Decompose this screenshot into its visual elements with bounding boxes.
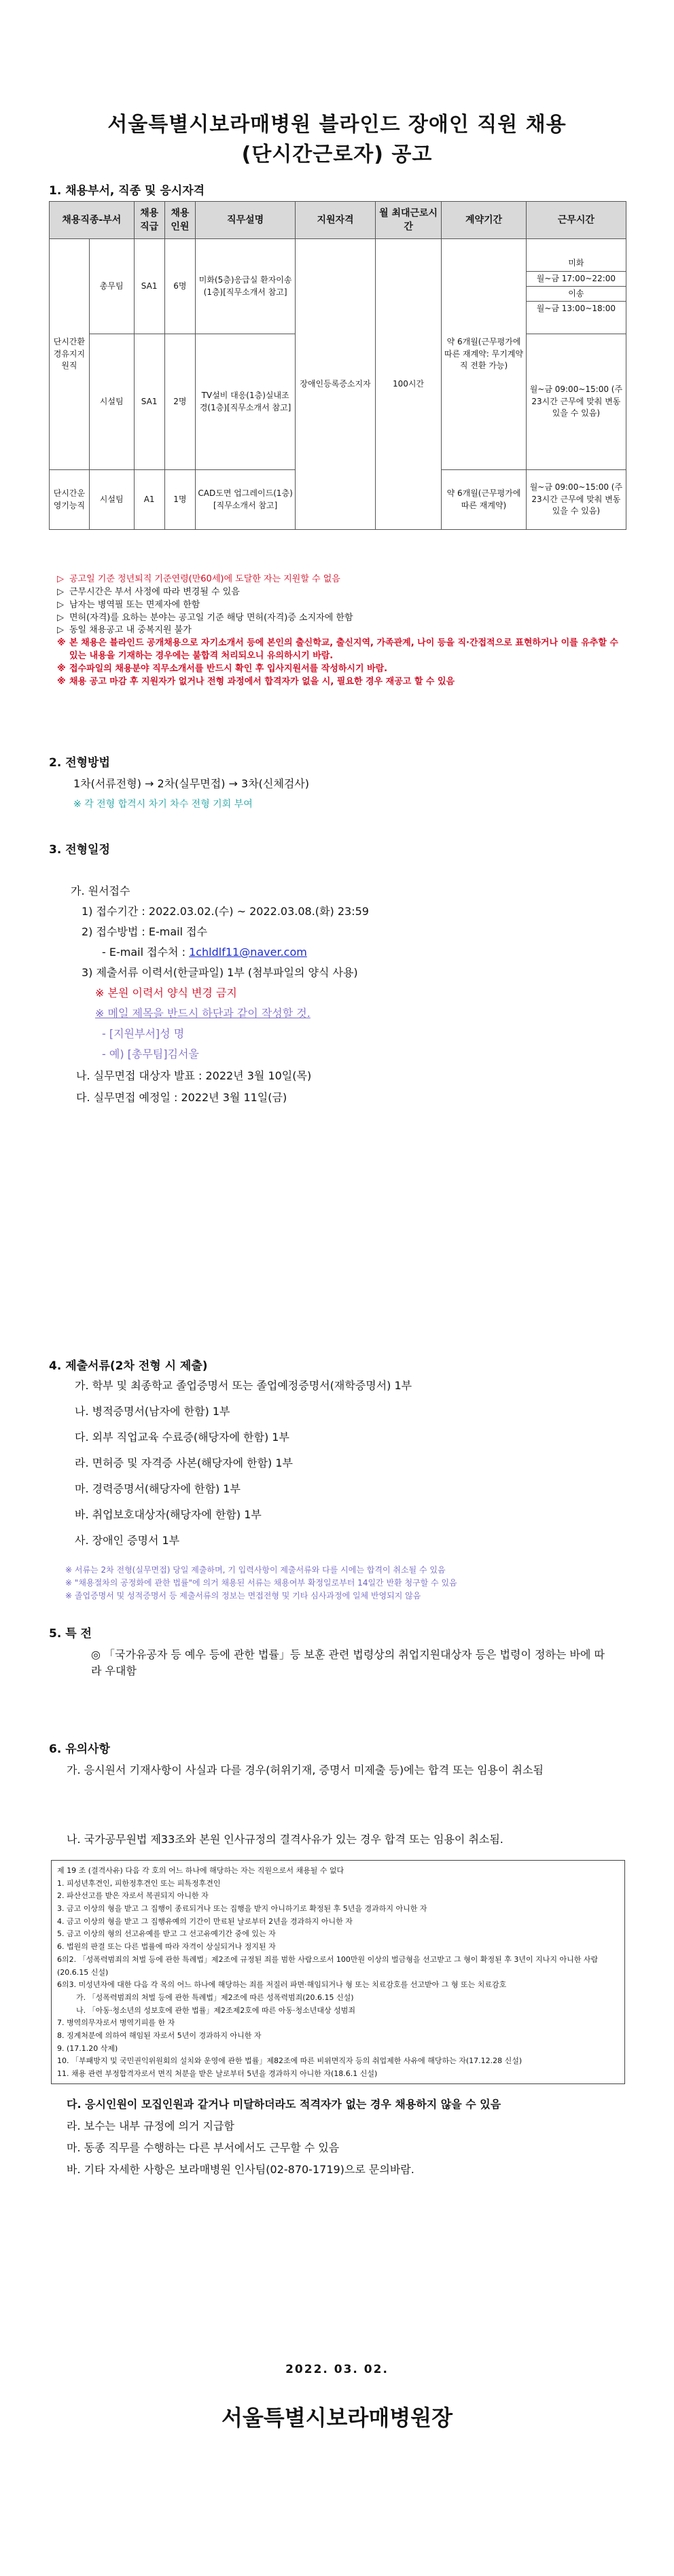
doc-item: 나. 병적증명서(남자에 한함) 1부 [75,1405,230,1418]
dept-cell: 총무팀 [89,239,134,334]
email-label: - E-mail 접수처 : [102,946,185,959]
caution-da: 다. 응시인원이 모집인원과 같거나 미달하더라도 적격자가 없는 경우 채용하지 않을 수 있음 [67,2098,501,2111]
col-header: 월 최대근로시간 [375,202,441,239]
law-line: 6의2. 「성폭력범죄의 처벌 등에 관한 특례법」제2조에 규정된 죄를 범한 사람으로서 100만원 이상의 벌금형을 선고받고 그 형이 확정된 후 3년이 지나지 아니한 사람(20.6.15 신설) [57,1954,599,1977]
law-line: 가. 「성폭력범죄의 처벌 등에 관한 특례법」제2조에 따른 성폭력범죄(20.6.15 신설) [76,1992,354,2002]
schedule-b: 나. 실무면접 대상자 발표 : 2022년 3월 10일(목) [76,1069,312,1082]
docs-note: ※ 졸업증명서 및 성적증명서 등 제출서류의 정보는 면접전형 및 기타 심사과정에 일체 반영되지 않음 [65,1591,421,1601]
law-line: 나. 「아동·청소년의 성보호에 관한 법률」제2조제2호에 따른 아동·청소년대상 성범죄 [76,2005,355,2015]
docs-note: ※ "채용절차의 공정화에 관한 법률"에 의거 채용된 서류는 채용여부 확정일로부터 14일간 반환 청구할 수 있음 [65,1578,457,1588]
time-cell: 월~금 09:00~15:00 (주23시간 근무에 맞춰 변동 있을 수 있음) [526,334,626,470]
time-cell: 월~금 09:00~15:00 (주23시간 근무에 맞춰 변동 있을 수 있음) [526,470,626,530]
caution-ga: 가. 응시원서 기재사항이 사실과 다를 경우(허위기재, 증명서 미제출 등)에는 합격 또는 임용이 취소됨 [67,1764,544,1776]
time-head: 이송 [527,286,626,302]
job-group-cell: 단시간운영기능직 [50,470,90,530]
law-line: 3. 금고 이상의 형을 받고 그 집행이 종료되거나 또는 집행을 받지 아니하기로 확정된 후 5년을 경과하지 아니한 자 [57,1904,427,1914]
job-group-cell: 단시간환경유지지원직 [50,239,90,470]
section2-heading: 2. 전형방법 [49,756,110,770]
docs-notes [65,1564,622,1603]
caution-ba: 바. 기타 자세한 사항은 보라매병원 인사팀(02-870-1719)으로 문의바람. [67,2163,414,2176]
time-value: 월~금 13:00~18:00 [536,304,616,314]
note-item: ※ 접수파일의 채용분야 직무소개서를 반드시 확인 후 입사지원서를 작성하시기 바람. [57,663,388,674]
subject-format: - [지원부서]성 명 [102,1027,185,1040]
law-line: 2. 파산선고를 받은 자로서 복권되지 아니한 자 [57,1891,209,1901]
note-item: ▷ 동일 채용공고 내 중복지원 불가 [57,625,192,636]
selection-note: ※ 각 전형 합격시 차기 차수 전형 기회 부여 [73,799,253,810]
col-header: 채용인원 [164,202,195,239]
col-header: 근무시간 [526,202,626,239]
eligibility-notes [57,573,628,689]
contract-cell: 약 6개월(근무평가에 따른 재계약) [442,470,527,530]
page-subtitle: (단시간근로자) 공고 [241,143,433,166]
duty-cell: CAD도면 업그레이드(1층)[직무소개서 참고] [196,470,296,530]
duty-cell: 미화(5층)응급실 환자이송(1층)[직무소개서 참고] [196,239,296,334]
schedule-a1: 1) 접수기간 : 2022.03.02.(수) ~ 2022.03.08.(화) 23:59 [82,905,369,918]
col-header: 채용직종-부서 [50,202,135,239]
issuer-name: 서울특별시보라매병원장 [221,2405,453,2431]
time-cell [526,239,626,334]
law-line: 5. 금고 이상의 형의 선고유예를 받고 그 선고유예기간 중에 있는 자 [57,1929,276,1939]
disqualification-box [51,1860,625,2084]
note-item: ▷ 근무시간은 부서 사정에 따라 변경될 수 있음 [57,586,240,597]
count-cell: 2명 [164,334,195,470]
notice-date: 2022. 03. 02. [285,2363,389,2376]
table-header-row [50,202,626,239]
warn-subject: ※ 메일 제목을 반드시 하단과 같이 작성할 것. [95,1007,311,1020]
table-row [50,239,626,334]
note-item: ▷ 남자는 병역필 또는 면제자에 한함 [57,599,200,610]
grade-cell: SA1 [134,334,164,470]
duty-cell: TV설비 대응(1층)실내조경(1층)[직무소개서 참고] [196,334,296,470]
note-item: ※ 채용 공고 마감 후 지원자가 없거나 전형 과정에서 합격자가 없을 시, 필요한 경우 재공고 할 수 있음 [57,676,455,687]
law-line: 제 19 조 (결격사유) 다음 각 호의 어느 하나에 해당하는 자는 직원으로서 채용될 수 없다 [57,1866,344,1875]
selection-flow: 1차(서류전형) → 2차(실무면접) → 3차(신체검사) [73,777,309,790]
dept-cell: 시설팀 [89,334,134,470]
col-header: 직무설명 [196,202,296,239]
subject-example: - 예) [총무팀]김서울 [102,1048,199,1060]
grade-cell: SA1 [134,239,164,334]
preference-text: ◎ 「국가유공자 등 예우 등에 관한 법률」등 보훈 관련 법령상의 취업지원대상자 등은 법령이 정하는 바에 따라 우대함 [91,1648,605,1677]
law-line: 11. 채용 관련 부정합격자로서 면직 처분을 받은 날로부터 5년을 경과하지 아니한 자(18.6.1 신설) [57,2069,378,2078]
contract-cell: 약 6개월(근무평가에 따른 재계약: 무기계약직 전환 가능) [442,239,527,470]
law-line: 7. 병역의무자로서 병역기피를 한 자 [57,2018,175,2028]
jobs-table [49,201,626,530]
schedule-a3: 3) 제출서류 이력서(한글파일) 1부 (첨부파일의 양식 사용) [82,966,358,979]
doc-item: 마. 경력증명서(해당자에 한함) 1부 [75,1482,241,1495]
doc-item: 라. 면허증 및 자격증 사본(해당자에 한함) 1부 [75,1456,294,1469]
doc-item: 다. 외부 직업교육 수료증(해당자에 한함) 1부 [75,1431,289,1444]
law-line: 4. 금고 이상의 형을 받고 그 집행유예의 기간이 만료된 날로부터 2년을 경과하지 아니한 자 [57,1916,353,1926]
note-item: ▷ 면허(자격)를 요하는 분야는 공고일 기준 해당 면허(자격)증 소지자에 한함 [57,612,353,623]
section1-heading: 1. 채용부서, 직종 및 응시자격 [49,184,205,198]
note-item: ※ 본 채용은 블라인드 공개채용으로 자기소개서 등에 본인의 출신학교, 출신지역, 가족관계, 나이 등을 직·간접적으로 표현하거나 이를 유추할 수 있는 내용을 기재하는 경우에는 불합격 처리되오니 유의하시기 바람. [57,638,618,662]
col-header: 채용직급 [134,202,164,239]
schedule-a: 가. 원서접수 [71,884,130,897]
note-item: ▷ 공고일 기준 정년퇴직 기준연령(만60세)에 도달한 자는 지원할 수 없음 [57,574,340,584]
email-row [102,944,307,961]
caution-na: 나. 국가공무원법 제33조와 본원 인사규정의 결격사유가 있는 경우 합격 또는 임용이 취소됨. [67,1833,503,1846]
time-head: 미화 [527,256,626,271]
section6-heading: 6. 유의사항 [49,1742,110,1756]
count-cell: 1명 [164,470,195,530]
law-line: 1. 피성년후견인, 피한정후견인 또는 피특정후견인 [57,1878,221,1888]
qualification-cell: 장애인등록증소지자 [296,239,376,530]
col-header: 계약기간 [442,202,527,239]
section4-heading: 4. 제출서류(2차 전형 시 제출) [49,1359,208,1373]
section5-heading: 5. 특 전 [49,1627,92,1641]
docs-note: ※ 서류는 2차 전형(실무면접) 당일 제출하며, 기 입력사항이 제출서류와 다를 시에는 합격이 취소될 수 있음 [65,1565,446,1575]
law-line: 9. (17.1.20 삭제) [57,2043,118,2053]
dept-cell: 시설팀 [89,470,134,530]
count-cell: 6명 [164,239,195,334]
law-line: 6의3. 미성년자에 대한 다음 각 목의 어느 하나에 해당하는 죄를 저질러 파면·해임되거나 형 또는 치료감호를 선고받아 그 형 또는 치료감호 [57,1980,507,1990]
schedule-a2: 2) 접수방법 : E-mail 접수 [82,925,208,938]
doc-item: 바. 취업보호대상자(해당자에 한함) 1부 [75,1508,262,1521]
law-line: 6. 법원의 판결 또는 다른 법률에 따라 자격이 상실되거나 정지된 자 [57,1942,276,1952]
time-value: 월~금 17:00~22:00 [536,273,616,283]
warn-form: ※ 본원 이력서 양식 변경 금지 [95,986,237,999]
section3-heading: 3. 전형일정 [49,843,110,857]
email-link[interactable]: 1chldlf11@naver.com [189,946,307,959]
doc-item: 사. 장애인 증명서 1부 [75,1534,180,1547]
law-line: 8. 징계처분에 의하여 해임된 자로서 5년이 경과하지 아니한 자 [57,2031,262,2040]
col-header: 지원자격 [296,202,376,239]
law-line: 10. 「부패방지 및 국민권익위원회의 설치와 운영에 관한 법률」제82조에 따른 비위면직자 등의 취업제한 사유에 해당하는 자(17.12.28 신설) [57,2056,522,2066]
schedule-c: 다. 실무면접 예정일 : 2022년 3월 11일(금) [76,1091,287,1104]
caution-ma: 마. 동종 직무를 수행하는 다른 부서에서도 근무할 수 있음 [67,2141,340,2154]
page-title: 서울특별시보라매병원 블라인드 장애인 직원 채용 [107,113,567,137]
grade-cell: A1 [134,470,164,530]
max-hours-cell: 100시간 [375,239,441,530]
doc-item: 가. 학부 및 최종학교 졸업증명서 또는 졸업예정증명서(재학증명서) 1부 [75,1379,412,1392]
caution-ra: 라. 보수는 내부 규정에 의거 지급함 [67,2119,234,2132]
